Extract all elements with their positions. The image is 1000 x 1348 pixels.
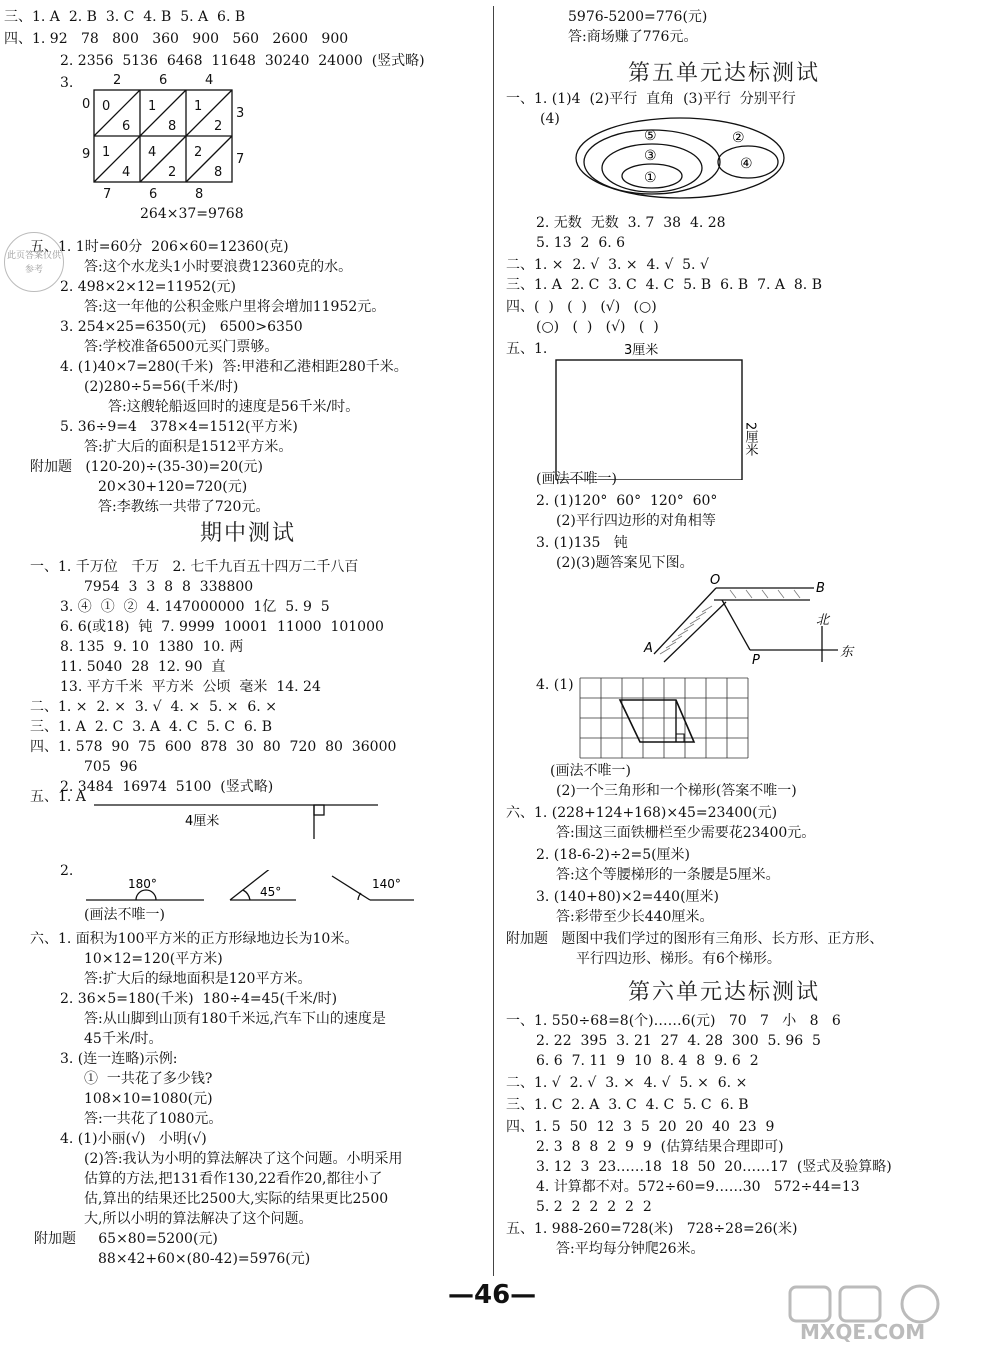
venn-label: ③ [644, 148, 657, 164]
fig3-label: B [816, 581, 825, 596]
fig-w52-label: 2. [60, 863, 74, 879]
fig3-label: 北 [816, 613, 830, 628]
right-answer-line: 三、1. C 2. A 3. C 4. C 5. C 6. B [506, 1097, 749, 1113]
left-answer-line: 估算的方法,把131看作130,22看作20,都往小了 [84, 1171, 383, 1187]
grid-bottom-digit: 6 [149, 187, 158, 202]
right-answer-line: 2. 3 8 8 2 9 9 (估算结果合理即可) [536, 1139, 784, 1155]
fig3-label: A [644, 641, 653, 656]
right-answer-line: (2)平行四边形的对角相等 [556, 513, 716, 529]
left-answer-line: 估,算出的结果还比2500大,实际的结果更比2500 [84, 1191, 389, 1207]
right-answer-line: 六、1. (228+124+168)×45=23400(元) [506, 805, 778, 821]
left-answer-line: (2)答:我认为小明的算法解决了这个问题。小明采用 [84, 1151, 403, 1167]
lattice-multiplication-grid [76, 72, 256, 202]
right-answer-line: (画法不唯一) [536, 471, 617, 487]
grid-parallelogram-figure [578, 676, 750, 760]
right-answer-line: 二、1. √ 2. √ 3. × 4. √ 5. × 6. × [506, 1075, 748, 1091]
right-answer-line: 答:围这三面铁栅栏至少需要花23400元。 [556, 825, 816, 841]
venn-label: ① [644, 170, 657, 186]
grid-cell-digit: 1 [148, 99, 157, 114]
svg-text:4厘米: 4厘米 [185, 814, 220, 829]
page-number: —46— [448, 1280, 537, 1310]
grid-top-digit: 6 [159, 73, 168, 88]
svg-text:180°: 180° [128, 877, 157, 891]
right-answer-line: 2. (1)120° 60° 120° 60° [536, 493, 718, 509]
left-answer-line: 3. 254×25=6350(元) 6500>6350 [60, 319, 303, 335]
left-answer-line: 8. 135 9. 10 1380 10. 两 [60, 639, 244, 655]
svg-text:140°: 140° [372, 877, 401, 891]
heading-unit5-test: 第五单元达标测试 [628, 61, 821, 86]
left-answer-line: 答:李教练一共带了720元。 [98, 499, 270, 515]
venn-label: ⑤ [644, 128, 657, 144]
left-answer-line: 答:这一年他的公积金账户里将会增加11952元。 [84, 299, 386, 315]
svg-text:2厘米: 2厘米 [742, 422, 758, 457]
left-answer-line: 88×42+60×(80-42)=5976(元) [98, 1251, 311, 1267]
grid-bottom-digit: 8 [195, 187, 204, 202]
right-answer-line: 一、1. (1)4 (2)平行 直角 (3)平行 分别平行 [506, 91, 796, 107]
grid-cell-digit: 1 [102, 145, 111, 160]
right-answer-line: 答:彩带至少长440厘米。 [556, 909, 714, 925]
right-answer-line: 5. 2 2 2 2 2 2 [536, 1199, 652, 1215]
grid-cell-digit: 2 [168, 165, 177, 180]
grid-right-digit: 3 [236, 106, 245, 121]
right-answer-line: 一、1. 550÷68=8(个)……6(元) 70 7 小 8 6 [506, 1013, 841, 1029]
left-answer-line: 大,所以小明的算法解决了这个问题。 [84, 1211, 313, 1227]
left-answer-line: 六、1. 面积为100平方米的正方形绿地边长为10米。 [30, 931, 359, 947]
right-answer-line: (2)(3)题答案见下图。 [556, 555, 694, 571]
left-answer-line: 答:这个水龙头1小时要浪费12360克的水。 [84, 259, 353, 275]
right-answer-line: 答:这个等腰梯形的一条腰是5厘米。 [556, 867, 780, 883]
right-answer-line: 5. 13 2 6. 6 [536, 235, 626, 251]
left-answer-line: 答:扩大后的面积是1512平方米。 [84, 439, 293, 455]
right-answer-line: 6. 6 7. 11 9 10 8. 4 8 9. 6 2 [536, 1053, 759, 1069]
left-answer-line: 答:一共花了1080元。 [84, 1111, 223, 1127]
grid-left-digit: 9 [82, 147, 91, 162]
grid-cell-digit: 1 [194, 99, 203, 114]
right-answer-line: 2. (18-6-2)÷2=5(厘米) [536, 847, 691, 863]
left-answer-line: 108×10=1080(元) [84, 1091, 213, 1107]
right-answer-line: 3. (140+80)×2=440(厘米) [536, 889, 720, 905]
left-answer-line: 13. 平方千米 平方米 公顷 毫米 14. 24 [60, 679, 321, 695]
right-answer-line: (画法不唯一) [550, 763, 631, 779]
grid-cell-digit: 0 [102, 99, 111, 114]
perpendicular-line-figure [90, 795, 390, 845]
section-3-label: 3. [60, 75, 74, 91]
left-answer-line: 6. 6(或18) 钝 7. 9999 10001 11000 101000 [60, 619, 384, 635]
left-answer-line: 3. ④ ① ② 4. 147000000 1亿 5. 9 5 [60, 599, 330, 615]
grid-cell-digit: 8 [168, 119, 177, 134]
fig3-label: P [752, 653, 760, 668]
right-answer-line: (○) ( ) (√) ( ) [536, 319, 659, 335]
right-answer-line: 四、( ) ( ) (√) (○) [506, 299, 657, 315]
road-path-figure [640, 574, 870, 670]
venn-label: ④ [740, 156, 753, 172]
rectangle-figure [530, 340, 790, 480]
grid-cell-digit: 4 [122, 165, 131, 180]
left-answer-line: 705 96 [84, 759, 138, 775]
left-answer-line: 答:这艘轮船返回时的速度是56千米/时。 [108, 399, 360, 415]
right-answer-line: 4. (1) [536, 677, 574, 693]
grid-cell-digit: 2 [214, 119, 223, 134]
grid-top-digit: 2 [113, 73, 122, 88]
column-divider [493, 6, 494, 1276]
left-answer-line: 三、1. A 2. B 3. C 4. B 5. A 6. B [4, 9, 246, 25]
right-answer-line: 3. 12 3 23……18 18 50 20……17 (竖式及验算略) [536, 1159, 892, 1175]
left-answer-line: 附加题 65×80=5200(元) [34, 1231, 218, 1247]
left-answer-line: 二、1. × 2. × 3. √ 4. × 5. × 6. × [30, 699, 277, 715]
right-answer-line: 2. 22 395 3. 21 27 4. 28 300 5. 96 5 [536, 1033, 821, 1049]
watermark-text: MXQE.COM [800, 1320, 926, 1344]
left-answer-line: 2. 498×2×12=11952(元) [60, 279, 236, 295]
left-answer-line: 五、1. 1时=60分 206×60=12360(克) [30, 239, 289, 255]
left-answer-line: (2)280÷5=56(千米/时) [84, 379, 239, 395]
stamp-seal: 此页答案仅供参考 [4, 232, 64, 292]
right-answer-line: 答:平均每分钟爬26米。 [556, 1241, 705, 1257]
left-answer-line: 四、1. 92 78 800 360 900 560 2600 900 [4, 31, 349, 47]
right-answer-line: 3. (1)135 钝 [536, 535, 628, 551]
left-answer-line: 4. (1)小丽(√) 小明(√) [60, 1131, 207, 1147]
right-answer-line: 4. 计算都不对。572÷60=9……30 572÷44=13 [536, 1179, 860, 1195]
svg-text:3厘米: 3厘米 [624, 343, 659, 358]
left-answer-line: 2. 2356 5136 6468 11648 30240 24000 (竖式略) [60, 53, 425, 69]
left-answer-line: 45千米/时。 [84, 1031, 163, 1047]
left-answer-line: 20×30+120=720(元) [98, 479, 248, 495]
grid-left-digit: 0 [82, 97, 91, 112]
grid-cell-digit: 6 [122, 119, 131, 134]
left-answer-line: 10×12=120(平方米) [84, 951, 223, 967]
right-answer-line: (4) [540, 111, 560, 127]
left-answer-line: (画法不唯一) [84, 907, 165, 923]
venn-diagram [570, 114, 790, 204]
left-answer-line: 三、1. A 2. C 3. A 4. C 5. C 6. B [30, 719, 272, 735]
venn-label: ② [732, 130, 745, 146]
left-answer-line: 2. 3484 16974 5100 (竖式略) [60, 779, 274, 795]
grid-top-digit: 4 [205, 73, 214, 88]
left-answer-line: 答:学校准备6500元买门票够。 [84, 339, 279, 355]
right-answer-line: 三、1. A 2. C 3. C 4. C 5. B 6. B 7. A 8. B [506, 277, 822, 293]
grid-cell-digit: 8 [214, 165, 223, 180]
angles-figure [80, 870, 420, 910]
grid-right-digit: 7 [236, 152, 245, 167]
right-answer-line: 5976-5200=776(元) [568, 9, 708, 25]
right-answer-line: 二、1. × 2. √ 3. × 4. √ 5. √ [506, 257, 709, 273]
fig-w51-label: 五、1. A [30, 789, 86, 805]
right-answer-line: 答:商场赚了776元。 [568, 29, 698, 45]
left-answer-line: 答:从山脚到山顶有180千米远,汽车下山的速度是 [84, 1011, 386, 1027]
left-answer-line: 3. (连一连略)示例: [60, 1051, 178, 1067]
left-answer-line: 2. 36×5=180(千米) 180÷4=45(千米/时) [60, 991, 338, 1007]
right-answer-line: (2)一个三角形和一个梯形(答案不唯一) [556, 783, 797, 799]
left-answer-line: 答:扩大后的绿地面积是120平方米。 [84, 971, 312, 987]
right-answer-line: 平行四边形、梯形。有6个梯形。 [576, 951, 781, 967]
right-answer-line: 四、1. 5 50 12 3 5 20 20 40 23 9 [506, 1119, 775, 1135]
fig3-label: 东 [840, 645, 854, 660]
left-answer-line: 11. 5040 28 12. 90 直 [60, 659, 226, 675]
heading-midterm-test: 期中测试 [200, 521, 297, 546]
left-answer-line: 5. 36÷9=4 378×4=1512(平方米) [60, 419, 298, 435]
grid-bottom-digit: 7 [103, 187, 112, 202]
right-answer-line: 五、1. 988-260=728(米) 728÷28=26(米) [506, 1221, 798, 1237]
left-answer-line: 一、1. 千万位 千万 2. 七千九百五十四万二千八百 [30, 559, 359, 575]
svg-text:45°: 45° [260, 885, 282, 899]
heading-unit6-test: 第六单元达标测试 [628, 980, 821, 1005]
left-answer-line: ① 一共花了多少钱? [84, 1071, 213, 1087]
left-answer-line: 4. (1)40×7=280(千米) 答:甲港和乙港相距280千米。 [60, 359, 408, 375]
right-answer-line: 2. 无数 无数 3. 7 38 4. 28 [536, 215, 726, 231]
left-answer-line: 264×37=9768 [140, 206, 244, 222]
left-answer-line: 7954 3 3 8 8 338800 [84, 579, 254, 595]
right-answer-line: 五、1. [506, 341, 548, 357]
grid-cell-digit: 4 [148, 145, 157, 160]
fig3-label: O [710, 574, 721, 588]
left-answer-line: 四、1. 578 90 75 600 878 30 80 720 80 36000 [30, 739, 397, 755]
grid-cell-digit: 2 [194, 145, 203, 160]
right-answer-line: 附加题 题图中我们学过的图形有三角形、长方形、正方形、 [506, 931, 884, 947]
left-answer-line: 附加题 (120-20)÷(35-30)=20(元) [30, 459, 264, 475]
